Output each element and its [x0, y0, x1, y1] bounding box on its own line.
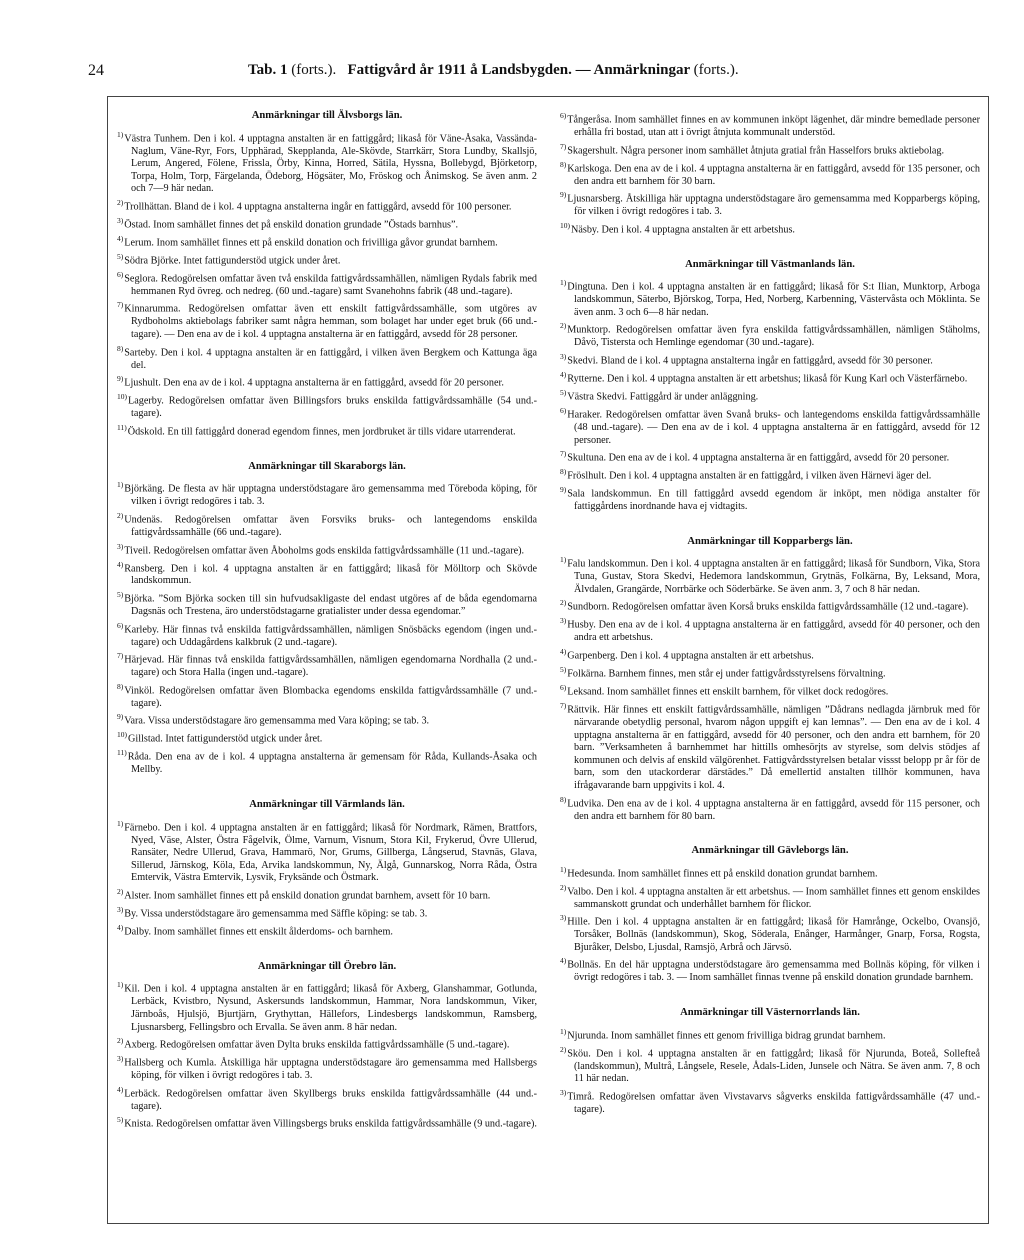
footnote-marker: 5)	[117, 590, 124, 600]
section-title: Anmärkningar till Örebro län.	[257, 960, 397, 972]
title-tab: Tab. 1	[248, 62, 288, 78]
footnote-marker: 10)	[117, 392, 127, 402]
footnote-text: Tiveil. Redogörelsen omfattar även Åboholms gods enskilda fattigvårdssamhälle (11 und.-tagare).	[124, 544, 525, 556]
footnote-marker: 3)	[117, 1054, 124, 1064]
footnote-text: Seglora. Redogörelsen omfattar även två enskilda fattigvårdssamhällen, nämligen Rydals fabrik med hemmanen Ryd övreg. och nedreg. (60 und.-tagare) samt Svanehohns fabrik (48 und.-tagare).	[124, 273, 537, 297]
footnote	[560, 110, 980, 140]
footnote	[560, 955, 980, 985]
footnote-marker: 3)	[117, 904, 124, 914]
footnote-text: Husby. Den ena av de i kol. 4 upptagna anstalterna är en fattiggård, avsedd för 40 personer, och den andra ett arbetshus.	[567, 619, 980, 644]
footnote-marker: 8)	[560, 467, 567, 477]
footnote-marker: 4)	[560, 370, 567, 380]
footnote	[560, 882, 980, 912]
footnote	[560, 1087, 980, 1117]
footnote	[560, 159, 980, 189]
footnote-text: Ödskold. En till fattiggård donerad egendom finnes, men jordbruket är tills vidare utarrenderat.	[127, 426, 516, 438]
footnote	[117, 1084, 537, 1114]
section-title: Anmärkningar till Skaraborgs län.	[248, 460, 406, 472]
footnote-marker: 1)	[560, 278, 567, 288]
footnote	[117, 922, 537, 939]
footnote-marker: 1)	[560, 555, 567, 565]
footnote-marker: 3)	[560, 616, 567, 626]
footnote	[117, 233, 537, 250]
footnote-marker: 10)	[117, 730, 127, 740]
footnote-marker: 9)	[560, 485, 567, 495]
footnote	[560, 484, 980, 514]
footnote-text: Hedesunda. Inom samhället finnes ett på enskild donation grundat barnhem.	[567, 868, 878, 880]
footnote	[117, 1114, 537, 1131]
notes-section	[117, 461, 537, 777]
title-forts: (forts.).	[291, 62, 337, 78]
footnote-text: Rättvik. Här finnes ett enskilt fattigvårdssamhälle, nämligen ”Dådrans nedlagda järnbruk med för närvarande obetydlig personal, hvarom någon uppgift ej kan lemnas”. — Den ena av de i kol. 4 upptagna anstalterna är en fattiggård, avsedd för 40 personer, och den andra ett barnhem, för 20 barn. ”Verksamheten å barnhemmet har hittills omhesörjts av styrelse, som delvis stödjes af kommunen och delvis af enskild välgörenhet. Fattigvårdsstyrelsen betalar vissst belopp pr år för de barn, som den utackorderar därstädes.” Då emellertid anstalten tillhör kommunen, hava ifrågavarande barn uppgivits i kol. 4.	[567, 704, 980, 791]
footnote-marker: 2)	[117, 1036, 124, 1046]
footnote-text: Alster. Inom samhället finnes ett på enskild donation grundat barnhem, avsett för 10 barn.	[124, 890, 491, 902]
running-title	[248, 62, 739, 79]
footnote	[560, 220, 980, 237]
footnote-text: Haraker. Redogörelsen omfattar även Svanå bruks- och lantegendoms enskilda fattigvårdssamhälle (48 und.-tagare). — Den ena av de i kol. 4 upptagna anstalterna är en fattiggård, avsedd för 12 personer.	[567, 409, 980, 446]
footnote-marker: 5)	[560, 665, 567, 675]
footnote	[560, 189, 980, 219]
notes-section	[560, 845, 980, 985]
footnote-text: Björkäng. De flesta av här upptagna understödstagare äro gemensamma med Töreboda köping, för vilken i övrigt redogöres i tab. 3.	[124, 483, 537, 508]
footnote	[117, 979, 537, 1034]
footnote-marker: 6)	[560, 406, 567, 415]
footnote-text: Kil. Den i kol. 4 upptagna anstalten är en fattiggård; likaså för Axberg, Glanshammar, Gotlunda, Lerbäck, Kvistbro, Nysund, Askersunds landskommun, Hammar, Nora landskommun, Viker, Järnboås, Hjulsjö, Bjurtjärn, Grythyttan, Hällefors, Lindesbergs landskommun, Ramsberg, Ljusnarsberg, Fellingsbro och Ervalla. Se även anm. 8 här nedan.	[124, 983, 537, 1033]
notes-section	[117, 799, 537, 939]
footnote-text: Näsby. Den i kol. 4 upptagna anstalten är ett arbetshus.	[571, 224, 795, 236]
footnote-text: Färnebo. Den i kol. 4 upptagna anstalten är en fattiggård; likaså för Nordmark, Rämen, Brattfors, Nyed, Väse, Alster, Östra Fågelvik, Ölme, Varnum, Visnum, Stora Kil, Frykerud, Övre Ullerud, Ransäter, Nedre Ullerud, Grava, Hammarö, Nor, Grums, Gillberga, Långserud, Stavnäs, Glava, Sillerud, Järnskog, Köla, Eda, Arvika landskommun, Ny, Älgå, Gunnarskog, Norra Råda, Östra Emtervik, Västra Emtervik, Lysvik, Fryksände och Östmark.	[124, 821, 537, 884]
footnote	[560, 277, 980, 319]
footnote-text: Munktorp. Redogörelsen omfattar även fyra enskilda fattigvårdssamhällen, nämligen Stäholms, Dåvö, Tisterstа och Hemlinge egendomar (30 und.-tagare).	[567, 324, 980, 349]
footnote	[117, 818, 537, 885]
footnote-text: Knista. Redogörelsen omfattar även Villingsbergs bruks enskilda fattigvårdssamhälle (9 und.-tagare).	[124, 1118, 537, 1130]
footnote-text: Sala landskommun. En till fattiggård avsedd egendom är inköpt, men nödiga anstalter för fattiggårdens inordnande hava ej vidtagits.	[567, 488, 980, 513]
footnote	[560, 912, 980, 954]
footnote-text: By. Vissa understödstagare äro gemensamma med Säffle köping: se tab. 3.	[124, 908, 428, 920]
footnote-text: Kinnarumma. Redogörelsen omfattar även ett enskilt fattigvårdssamhälle, som utgöres av Rydboholms aktiebolags fabriker samt några hemman, som bolaget har under eget bruk (66 und.-tagare). — Den ena av de i kol. 4 upptagna anstalterna är en fattiggård, avsedd för 28 personer.	[124, 303, 537, 341]
footnote-marker: 7)	[560, 141, 567, 151]
footnote-text: Gillstad. Intet fattigunderstöd utgick under året.	[128, 733, 323, 745]
footnote	[117, 589, 537, 619]
footnote-text: Lagerby. Redogörelsen omfattar även Billingsfors bruks enskilda fattigvårdssamhälle (54 und.-tagare).	[128, 395, 537, 420]
footnote	[560, 682, 980, 699]
footnote-marker: 3)	[117, 215, 124, 225]
footnote	[117, 215, 537, 232]
footnote-text: Folkärna. Barnhem finnes, men står ej under fattigvårdsstyrelsens förvaltning.	[567, 668, 886, 680]
footnote	[560, 141, 980, 158]
footnote-marker: 4)	[117, 559, 124, 569]
footnote-text: Sköu. Den i kol. 4 upptagna anstalten är en fattiggård; likaså för Njurunda, Boteå, Sollefteå (landskommun), Multrå, Långsele, Resele, Ådals-Liden, Junsele och Nätra. Se även anm. 7, 8 och 11 här nedan.	[567, 1048, 980, 1085]
footnote	[117, 904, 537, 921]
right-column	[560, 110, 980, 1138]
footnote	[560, 597, 980, 614]
page-number: 24	[88, 62, 104, 79]
footnote-marker: 8)	[117, 343, 124, 353]
footnote-text: Ransberg. Den i kol. 4 upptagna anstalten är en fattiggård; likaså för Mölltorp och Skövde landskommun.	[124, 562, 537, 587]
footnote	[117, 620, 537, 650]
footnote-text: Skedvi. Bland de i kol. 4 upptagna anstalterna ingår en fattiggård, avsedd för 30 personer.	[567, 355, 933, 367]
footnote	[560, 369, 980, 386]
footnote-text: Skultuna. Den ena av de i kol. 4 upptagna anstalterna är en fattiggård, avsedd för 20 personer.	[567, 452, 950, 464]
footnote-text: Dingtuna. Den i kol. 4 upptagna anstalten är en fattiggård; likaså för S:t Ilian, Munktorp, Arboga landskommun, Säterbo, Björskog, Torpa, Hed, Norberg, Karbenning, Västervåsta och Möklinta. Se även anm. 3 och 6—8 här nedan.	[567, 281, 980, 318]
footnote	[560, 664, 980, 681]
footnote-marker: 2)	[117, 886, 124, 896]
title-main: Fattigvård år 1911 å Landsbygden. — Anmärkningar	[347, 62, 690, 78]
footnote-text: Karleby. Här finnas två enskilda fattigvårdssamhällen, nämligen Snösbäcks egendom (ingen und.-tagare) och Uddagårdens kalkbruk (2 und.-tagare).	[124, 624, 537, 648]
footnote-marker: 11)	[117, 748, 127, 758]
footnote-marker: 1)	[117, 980, 124, 990]
footnote	[117, 269, 537, 299]
footnote-marker: 1)	[560, 864, 567, 874]
footnote-marker: 7)	[117, 300, 124, 310]
footnote-text: Björka. ”Som Björka socken till sin hufvudsakligaste del endast utgöres af de båda egendomarna Dagsnäs och Trestena, äro understödstagarne gratialister under dessa egendomar.”	[124, 593, 537, 618]
footnote-marker: 1)	[117, 129, 124, 139]
footnote-text: Vara. Vissa understödstagare äro gemensamma med Vara köping; se tab. 3.	[124, 715, 430, 727]
footnote-marker: 10)	[560, 220, 570, 230]
footnote	[560, 615, 980, 645]
footnote-text: Hallsberg och Kumla. Åtskilliga här upptagna understödstagare äro gemensamma med Hallsbergs köping, för vilken i övrigt redogöres i tab. 3.	[124, 1057, 537, 1082]
footnote	[117, 299, 537, 341]
footnote-marker: 4)	[560, 956, 567, 966]
footnote-text: Västra Skedvi. Fattiggård är under anläggning.	[567, 391, 759, 403]
footnote-text: Dalby. Inom samhället finnes ett enskilt ålderdoms- och barnhem.	[124, 926, 393, 938]
notes-section	[560, 1007, 980, 1116]
section-title: Anmärkningar till Västmanlands län.	[685, 258, 855, 270]
footnote-marker: 5)	[117, 251, 124, 261]
footnote-marker: 6)	[560, 683, 567, 693]
footnote-marker: 8)	[560, 159, 567, 169]
notes-section	[117, 110, 537, 439]
footnote	[117, 541, 537, 558]
footnote-text: Tångeråsa. Inom samhället finnes en av kommunen inköpt lägenhet, där mindre bemedlade personer erhålla fri bostad, utan att i övrigt åtnjuta kommunalt understöd.	[567, 114, 980, 138]
footnote-marker: 2)	[560, 598, 567, 608]
footnote-text: Falu landskommun. Den i kol. 4 upptagna anstalten är en fattiggård; likaså för Sundborn, Vika, Stora Tuna, Gustav, Stora Skedvi, Hedemora landskommun, Grytnäs, Folkärna, By, Leksand, Mora, Älvdalen, Grangärde, Norrbärke och Söderbärke. Se även anm. 3, 7 och 8 här nedan.	[567, 558, 980, 595]
footnote-text: Bollnäs. En del här upptagna understödstagare äro gemensamma med Bollnäs köping, för vilken i övrigt redogöres i tab. 3. — Inom samhället finnas tvenne på enskild donation grundade barnhem.	[567, 959, 980, 984]
notes-section	[560, 259, 980, 514]
section-title: Anmärkningar till Västernorrlands län.	[680, 1007, 860, 1019]
footnote	[560, 320, 980, 350]
footnote-text: Sundborn. Redogörelsen omfattar även Korså bruks enskilda fattigvårdssamhälle (12 und.-tagare).	[567, 601, 969, 613]
footnote-marker: 11)	[117, 422, 127, 432]
footnote-marker: 4)	[560, 647, 567, 657]
footnote-marker: 2)	[560, 882, 567, 892]
footnote	[117, 1053, 537, 1083]
footnote-marker: 6)	[117, 620, 124, 630]
footnote	[560, 864, 980, 881]
footnote	[117, 711, 537, 728]
footnote	[117, 1035, 537, 1052]
footnote-marker: 2)	[117, 197, 124, 207]
footnote-marker: 2)	[560, 1044, 567, 1054]
footnote	[117, 343, 537, 373]
footnote	[560, 1026, 980, 1043]
footnote-marker: 7)	[117, 651, 124, 661]
footnote-text: Hille. Den i kol. 4 upptagna anstalten är en fattiggård; likaså för Hamrånge, Ockelbo, Ovansjö, Torsåker, Bollnäs (landskommun), Skog, Söderala, Enånger, Harmånger, Gnarp, Forsa, Rogsta, Bjuråker, Delsbo, Ljusdal, Ramsjö, Arbrå och Järvsö.	[567, 916, 980, 953]
footnote-marker: 1)	[560, 1026, 567, 1036]
footnote-marker: 1)	[117, 818, 124, 828]
section-title: Anmärkningar till Gävleborgs län.	[691, 845, 849, 857]
footnote-text: Valbo. Den i kol. 4 upptagna anstalten är ett arbetshus. — Inom samhället finnes ett genom enskildes sammanskott grundat och underhållet barnhem för flickor.	[567, 886, 980, 910]
footnote	[117, 422, 537, 439]
footnote-marker: 6)	[560, 111, 567, 120]
footnote	[560, 351, 980, 368]
footnote-marker: 3)	[117, 541, 124, 551]
footnote-text: Garpenberg. Den i kol. 4 upptagna anstalten är ett arbetshus.	[567, 650, 814, 662]
footnote	[117, 373, 537, 390]
footnote-marker: 7)	[560, 701, 567, 710]
left-column	[117, 110, 537, 1153]
section-title: Anmärkningar till Kopparbergs län.	[687, 535, 853, 547]
footnote	[560, 405, 980, 447]
footnote-marker: 2)	[117, 510, 124, 520]
footnote-marker: 1)	[117, 480, 124, 490]
footnote-text: Njurunda. Inom samhället finnes ett genom frivilliga bidrag grundat barnhem.	[567, 1030, 886, 1042]
footnote	[117, 886, 537, 903]
footnote	[117, 681, 537, 711]
footnote	[117, 650, 537, 680]
footnote-text: Skagershult. Några personer inom samhället åtnjuta gratial från Hasselfors bruks aktiebolag.	[567, 144, 945, 156]
footnote-marker: 8)	[560, 794, 567, 804]
footnote	[560, 646, 980, 663]
footnote-text: Västra Tunhem. Den i kol. 4 upptagna anstalten är en fattiggård; likaså för Väne-Åsaka, Vassända-Naglum, Väne-Ryr, Fors, Upphärad, Skepplanda, Ale-Skövde, Starrkärr, Stora Lundby, Skallsjö, Lerum, Angered, Fölene, Frissla, Örby, Kinna, Horred, Sätila, Hyssna, Bollebygd, Björketorp, Torpa, Holm, Torp, Färgelanda, Ödeborg, Högsäter, Mo, Fröskog och Ånimskog. Se även anm. 2 och 7—9 här nedan.	[124, 132, 537, 195]
title-forts-2: (forts.).	[693, 62, 739, 78]
footnote-text: Lerum. Inom samhället finnes ett på enskild donation och frivilliga gåvor grundat barnhem.	[124, 237, 498, 249]
footnote-marker: 5)	[117, 1115, 124, 1125]
footnote-marker: 6)	[117, 269, 124, 279]
footnote-text: Ludvika. Den ena av de i kol. 4 upptagna anstalterna är en fattiggård, avsedd för 115 personer, och den andra ett barnhem för 80 barn.	[567, 797, 980, 822]
footnote	[560, 554, 980, 596]
footnote-text: Södra Björke. Intet fattigunderstöd utgick under året.	[124, 255, 341, 267]
footnote-marker: 3)	[560, 913, 567, 923]
footnote	[117, 479, 537, 509]
footnote-marker: 4)	[117, 233, 124, 243]
footnote-text: Fröslhult. Den i kol. 4 upptagna anstalten är en fattiggård, i vilken även Härnevi äger del.	[567, 470, 932, 482]
page-header	[88, 62, 988, 84]
footnote	[560, 1044, 980, 1086]
footnote	[117, 251, 537, 268]
footnote-marker: 7)	[560, 449, 567, 459]
footnote-text: Sarteby. Den i kol. 4 upptagna anstalten är en fattiggård, i vilken även Bergkem och Kattunga äga del.	[124, 347, 537, 371]
footnote	[560, 466, 980, 483]
footnote-text: Karlskoga. Den ena av de i kol. 4 upptagna anstalterna är en fattiggård, avsedd för 135 personer, och den andra ett barnhem för 30 barn.	[567, 162, 980, 187]
footnote-text: Rytterne. Den i kol. 4 upptagna anstalten är ett arbetshus; likaså för Kung Karl och Västerfärnebo.	[567, 373, 968, 385]
footnote	[117, 510, 537, 540]
footnote-marker: 4)	[117, 922, 124, 932]
footnote-text: Östad. Inom samhället finnes det på enskild donation grundade ”Östads barnhus”.	[124, 219, 459, 231]
footnote-marker: 9)	[117, 712, 124, 722]
footnote-text: Axberg. Redogörelsen omfattar även Dylta bruks enskilda fattigvårdssamhälle (5 und.-tagare).	[124, 1039, 510, 1051]
footnote-marker: 9)	[117, 374, 124, 384]
footnote-text: Ljushult. Den ena av de i kol. 4 upptagna anstalterna är en fattiggård, avsedd för 20 personer.	[124, 377, 504, 389]
footnote	[117, 197, 537, 214]
footnote	[117, 747, 537, 777]
footnote-marker: 8)	[117, 681, 124, 691]
footnote-text: Leksand. Inom samhället finnes ett enskilt barnhem, för vilket dock redogöres.	[567, 686, 889, 698]
footnote	[560, 387, 980, 404]
footnote	[117, 559, 537, 589]
footnote-marker: 3)	[560, 1087, 567, 1097]
footnote-text: Härjevad. Här finnas två enskilda fattigvårdssamhällen, nämligen egendomarna Nordhalla (2 und.-tagare) och Stora Halla (ingen und.-tagare).	[124, 654, 537, 679]
footnote	[560, 448, 980, 465]
notes-section	[560, 110, 980, 237]
footnote	[117, 129, 537, 196]
footnote-marker: 4)	[117, 1084, 124, 1094]
footnote-text: Vinköl. Redogörelsen omfattar även Blombacka egendoms enskilda fattigvårdssamhälle (7 und.-tagare).	[124, 685, 537, 709]
footnote-marker: 5)	[560, 388, 567, 398]
footnote	[117, 391, 537, 421]
notes-section	[560, 536, 980, 823]
footnote	[117, 729, 537, 746]
footnote-text: Råda. Den ena av de i kol. 4 upptagna anstalterna är gemensam för Råda, Kullands-Åsaka och Mellby.	[127, 751, 537, 776]
footnote-text: Timrå. Redogörelsen omfattar även Vivstavarvs sågverks enskilda fattigvårdssamhälle (47 und.-tagare).	[567, 1091, 980, 1115]
notes-section	[117, 961, 537, 1131]
section-title: Anmärkningar till Älvsborgs län.	[251, 110, 403, 121]
footnote-marker: 3)	[560, 352, 567, 362]
footnote-marker: 2)	[560, 321, 567, 331]
footnote-text: Trollhättan. Bland de i kol. 4 upptagna anstalterna ingår en fattiggård, avsedd för 100 personer.	[124, 201, 512, 213]
footnote	[560, 700, 980, 793]
footnote-text: Ljusnarsberg. Åtskilliga här upptagna understödstagare äro gemensamma med Kopparbergs köping, för vilken i övrigt redogöres i tab. 3.	[567, 193, 980, 218]
footnote-text: Undenäs. Redogörelsen omfattar även Forsviks bruks- och lantegendoms enskilda fattigvårdssamhälle (66 und.-tagare).	[124, 514, 537, 538]
footnote-marker: 9)	[560, 190, 567, 200]
footnote-text: Lerbäck. Redogörelsen omfattar även Skyllbergs bruks enskilda fattigvårdssamhälle (44 und.-tagare).	[124, 1088, 537, 1112]
footnote	[560, 794, 980, 824]
section-title: Anmärkningar till Värmlands län.	[249, 798, 405, 810]
